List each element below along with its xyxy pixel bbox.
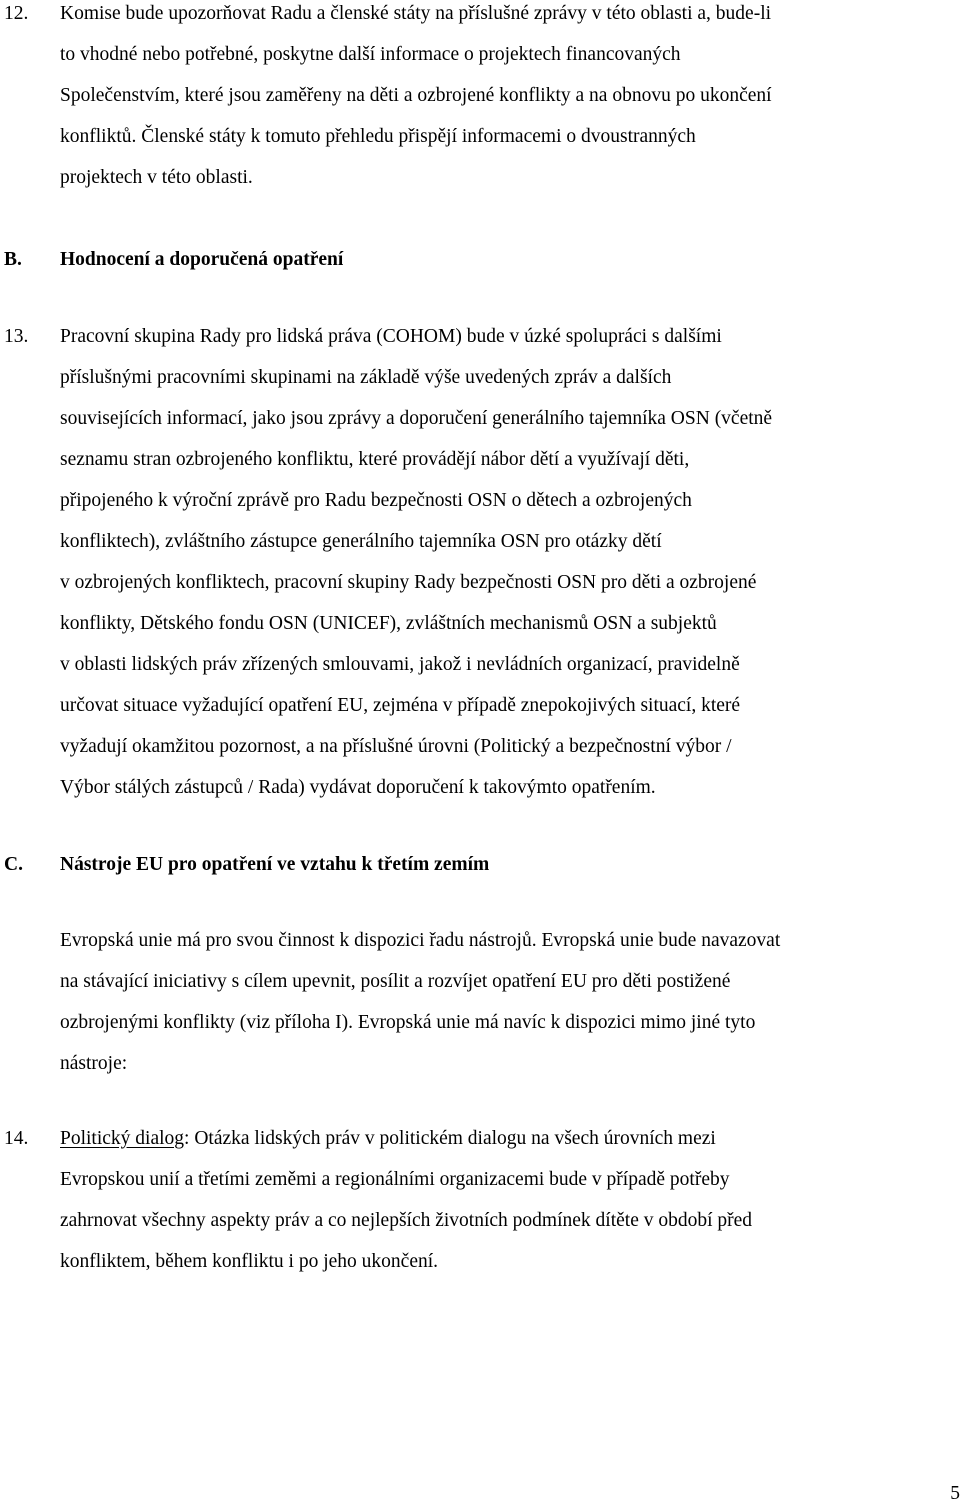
text-line: konfliktem, během konfliktu i po jeho ukončení.: [60, 1251, 439, 1272]
section-letter: B.: [4, 249, 22, 270]
page-number: 5: [950, 1482, 960, 1504]
text-line: Výbor stálých zástupců / Rada) vydávat doporučení k takovýmto opatřením.: [60, 777, 656, 798]
text-line: konflikty, Dětského fondu OSN (UNICEF), zvláštních mechanismů OSN a subjektů: [60, 613, 717, 634]
text-line: vyžadují okamžitou pozornost, a na příslušné úrovni (Politický a bezpečnostní výbor /: [60, 736, 732, 757]
text-line: Evropská unie má pro svou činnost k dispozici řadu nástrojů. Evropská unie bude navazovat: [60, 930, 781, 951]
text-line: nástroje:: [60, 1053, 128, 1074]
text-line: to vhodné nebo potřebné, poskytne další informace o projektech financovaných: [60, 44, 681, 65]
section-title: Hodnocení a doporučená opatření: [60, 249, 344, 270]
text-line: konfliktů. Členské státy k tomuto přehledu přispějí informacemi o dvoustranných: [60, 126, 696, 147]
text-line: v ozbrojených konfliktech, pracovní skupiny Rady bezpečnosti OSN pro děti a ozbrojené: [60, 572, 757, 593]
text-line: ozbrojenými konflikty (viz příloha I). Evropská unie má navíc k dispozici mimo jiné tyto: [60, 1012, 756, 1033]
text-line: připojeného k výroční zprávě pro Radu bezpečnosti OSN o dětech a ozbrojených: [60, 490, 692, 511]
paragraph-number: 14.: [4, 1128, 29, 1149]
text-line: určovat situace vyžadující opatření EU, zejména v případě znepokojivých situací, které: [60, 695, 741, 716]
text-line: Evropskou unií a třetími zeměmi a regionálními organizacemi bude v případě potřeby: [60, 1169, 730, 1190]
text-line: Komise bude upozorňovat Radu a členské státy na příslušné zprávy v této oblasti a, bude-li: [60, 3, 772, 24]
section-title: Nástroje EU pro opatření ve vztahu k třetím zemím: [60, 854, 490, 875]
text-line: Společenstvím, které jsou zaměřeny na děti a ozbrojené konflikty a na obnovu po ukončení: [60, 85, 772, 106]
text-line: zahrnovat všechny aspekty práv a co nejlepších životních podmínek dítěte v období před: [60, 1210, 753, 1231]
text-line: na stávající iniciativy s cílem upevnit, posílit a rozvíjet opatření EU pro děti postižené: [60, 971, 731, 992]
text-line: projektech v této oblasti.: [60, 167, 253, 188]
text-line: příslušnými pracovními skupinami na základě výše uvedených zpráv a dalších: [60, 367, 672, 388]
section-letter: C.: [4, 854, 23, 875]
paragraph-number: 12.: [4, 3, 29, 24]
text-line: [60, 1129, 716, 1149]
text-line: souvisejících informací, jako jsou zprávy a doporučení generálního tajemníka OSN (včetně: [60, 408, 773, 429]
text-fragment: : Otázka lidských práv v politickém dialogu na všech úrovních mezi: [184, 1128, 716, 1149]
text-line: Pracovní skupina Rady pro lidská práva (COHOM) bude v úzké spolupráci s dalšími: [60, 326, 722, 347]
paragraph-label: Politický dialog: [60, 1128, 185, 1149]
paragraph-number: 13.: [4, 326, 29, 347]
text-line: seznamu stran ozbrojeného konfliktu, které provádějí nábor dětí a využívají děti,: [60, 449, 690, 470]
text-line: konfliktech), zvláštního zástupce generálního tajemníka OSN pro otázky dětí: [60, 531, 662, 552]
text-line: v oblasti lidských práv zřízených smlouvami, jakož i nevládních organizací, pravidelně: [60, 654, 740, 675]
